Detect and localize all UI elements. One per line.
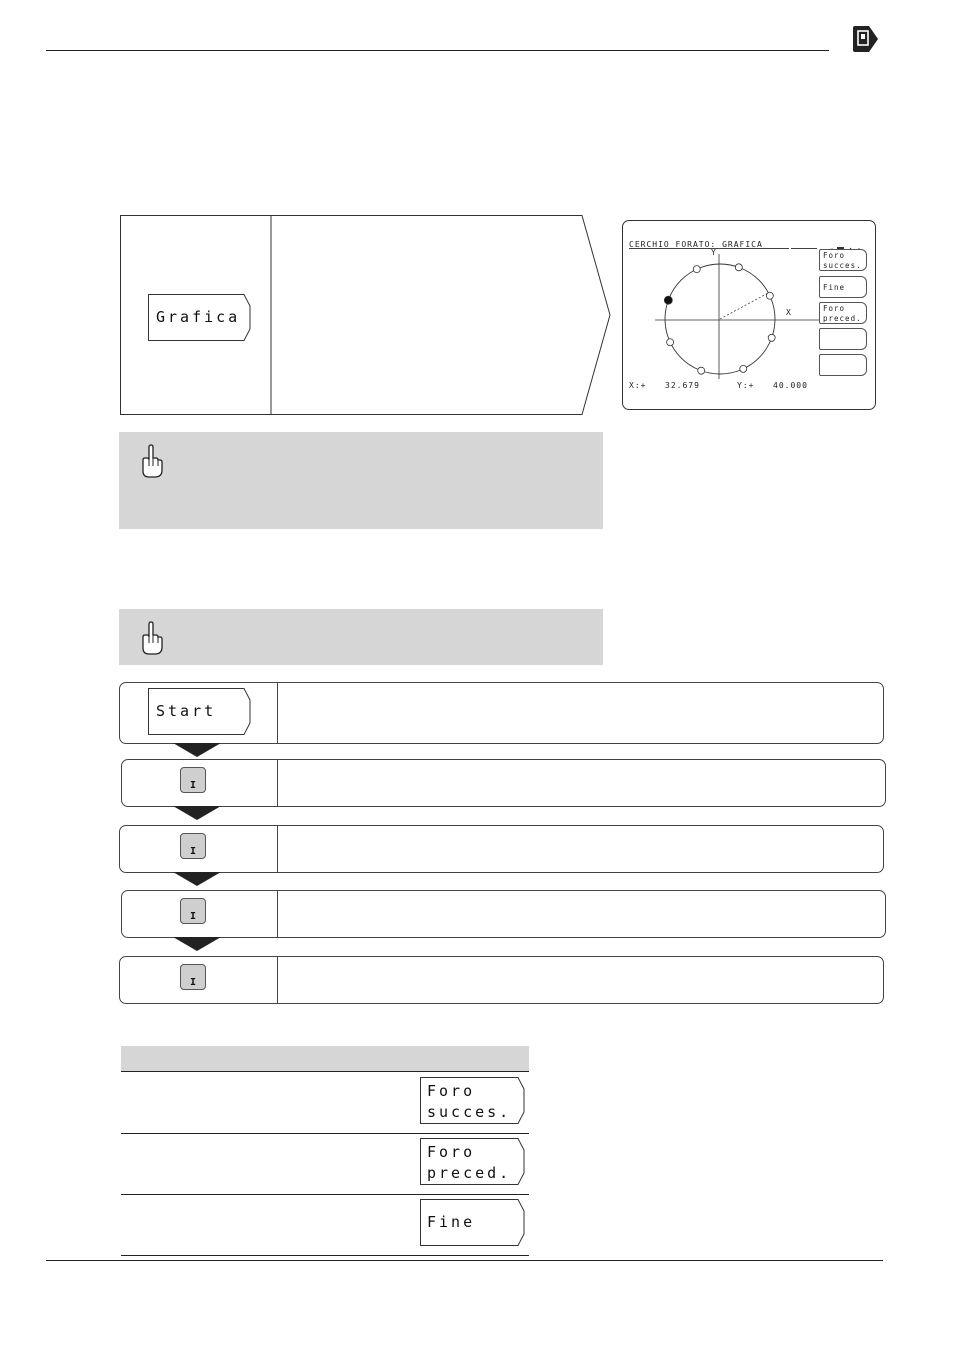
screen-x-value: 32.679 (665, 381, 700, 390)
display-screen (622, 220, 876, 410)
key-i-button[interactable]: I (180, 964, 206, 990)
screen-title: CERCHIO FORATO: GRAFICA (629, 240, 763, 249)
grafica-softkey[interactable] (148, 294, 252, 341)
step-row-2 (121, 759, 886, 807)
foro-succes-line2: succes. (427, 1103, 512, 1121)
step-separator (277, 760, 278, 806)
pointing-hand-icon (139, 444, 165, 478)
step-separator (277, 826, 278, 872)
start-softkey-label: Start (156, 702, 217, 720)
step-separator (277, 891, 278, 937)
fine-softkey[interactable] (420, 1199, 526, 1246)
screen-axis-x: X (786, 308, 792, 317)
step-separator (277, 683, 278, 743)
table-row-rule (121, 1194, 529, 1195)
hole-marker (735, 264, 742, 271)
foro-succes-line1: Foro (427, 1082, 476, 1100)
step-separator (277, 957, 278, 1003)
note-box-1 (119, 432, 603, 529)
key-i-button[interactable]: I (180, 833, 206, 859)
hole-marker (768, 334, 775, 341)
footer-rule (46, 1260, 883, 1261)
fine-softkey-label: Fine (427, 1213, 476, 1231)
screen-softkey-5 (819, 354, 867, 376)
step-arrow (173, 937, 221, 951)
table-row-rule (121, 1255, 529, 1256)
screen-divider (791, 248, 817, 249)
screen-x-label: X:+ (629, 381, 647, 390)
hole-marker (693, 266, 700, 273)
step-arrow (173, 743, 221, 757)
step-arrow (173, 806, 221, 820)
hole-circle-plot (653, 251, 823, 381)
screen-softkey-3-label: Foro preced. (823, 304, 862, 323)
foro-preced-line1: Foro (427, 1143, 476, 1161)
screen-softkey-2-label: Fine (823, 283, 846, 292)
key-i-button[interactable]: I (180, 767, 206, 793)
step-arrow (173, 872, 221, 886)
pointing-hand-icon (139, 621, 165, 655)
screen-title-rule (629, 248, 789, 249)
manual-book-icon (851, 25, 879, 53)
foro-preced-line2: preced. (427, 1164, 512, 1182)
screen-softkey-1-label: Foro succes. (823, 251, 862, 270)
foro-preced-softkey[interactable] (420, 1138, 526, 1185)
foro-succes-softkey[interactable] (420, 1077, 526, 1124)
key-i-button[interactable]: I (180, 898, 206, 924)
screen-softkey-1 (819, 249, 867, 271)
step-row-3 (119, 825, 884, 873)
screen-softkey-4 (819, 328, 867, 350)
screen-y-value: 40.000 (773, 381, 808, 390)
screen-axis-y: Y (711, 248, 717, 257)
screen-y-label: Y:+ (737, 381, 755, 390)
hole-marker (667, 339, 674, 346)
screen-softkey-2 (819, 276, 867, 298)
header-rule (46, 50, 829, 51)
table-row-rule (121, 1133, 529, 1134)
screen-softkey-3 (819, 302, 867, 324)
table-header (121, 1046, 529, 1072)
step-row-5 (119, 956, 884, 1004)
step-row-4 (121, 890, 886, 938)
hole-marker (740, 365, 747, 372)
current-hole-marker (664, 296, 672, 304)
grafica-softkey-label: Grafica (156, 308, 241, 326)
hole-marker (698, 367, 705, 374)
screen-status-icons (829, 240, 869, 249)
note-box-2 (119, 609, 603, 665)
hole-marker (766, 292, 773, 299)
start-softkey[interactable] (148, 688, 252, 735)
